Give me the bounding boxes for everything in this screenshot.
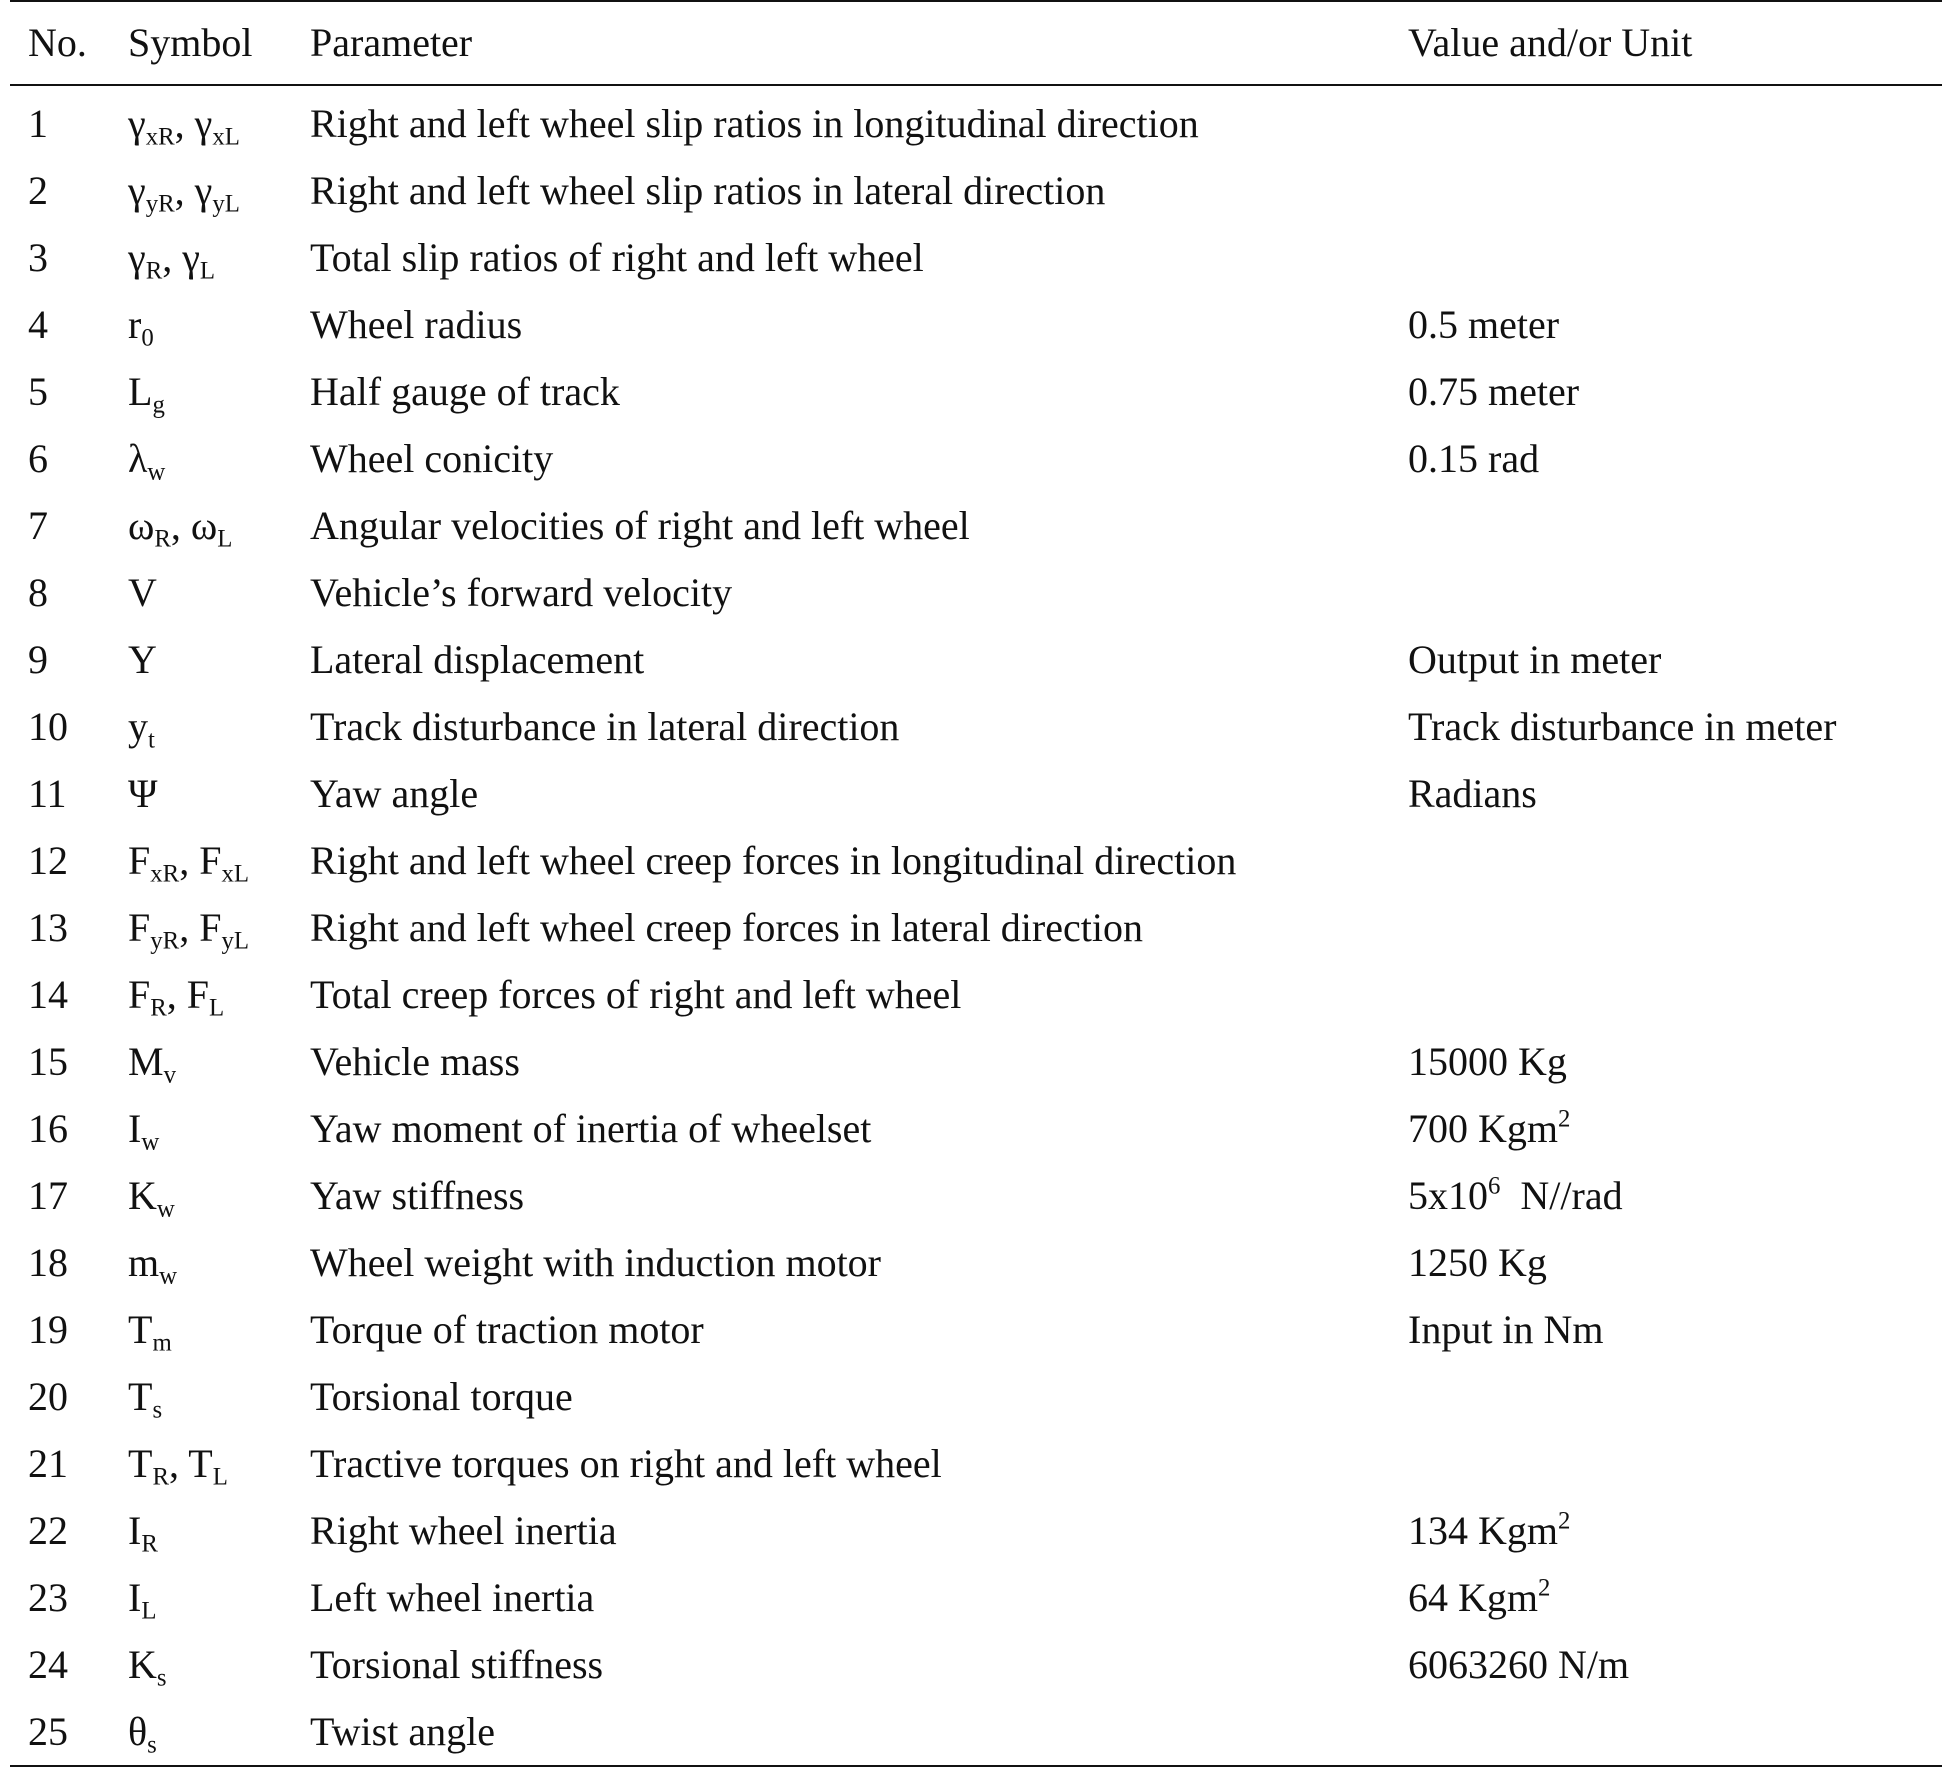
- symbol-subscript: R: [152, 1463, 169, 1491]
- symbol-subscript: xR: [145, 123, 175, 151]
- symbol-base: γ: [194, 168, 213, 213]
- table-row: [10, 961, 1942, 1028]
- value-text: 134 Kgm: [1408, 1508, 1558, 1553]
- table-row: [10, 157, 1942, 224]
- row-parameter: Right and left wheel slip ratios in lateral direction: [310, 168, 1106, 213]
- table-row: [10, 894, 1942, 961]
- symbol-subscript: yL: [212, 190, 240, 218]
- value-text: Output in meter: [1408, 637, 1662, 682]
- row-number: 22: [28, 1508, 68, 1553]
- symbol-subscript: t: [148, 726, 155, 754]
- symbol-base: V: [128, 570, 157, 615]
- row-symbol: [128, 291, 310, 358]
- symbol-base: γ: [128, 235, 146, 280]
- table-body: [10, 90, 1942, 1765]
- table-row: [10, 1095, 1942, 1162]
- row-symbol: [128, 425, 310, 492]
- value-text: 1250 Kg: [1408, 1240, 1547, 1285]
- row-symbol: [128, 1363, 310, 1430]
- value-text: 0.5 meter: [1408, 302, 1560, 347]
- table-row: [10, 1296, 1942, 1363]
- table-row: [10, 224, 1942, 291]
- symbol-base: T: [128, 1441, 153, 1486]
- table-row: [10, 1229, 1942, 1296]
- symbol-base: γ: [128, 101, 146, 146]
- symbol-subscript: xL: [212, 123, 240, 151]
- row-parameter: Wheel weight with induction motor: [310, 1240, 881, 1285]
- value-text: Input in Nm: [1408, 1307, 1604, 1352]
- row-symbol: $T_R$, $T_L$: [128, 1441, 228, 1491]
- symbol-base: I: [128, 1508, 142, 1553]
- table-row: [10, 1698, 1942, 1765]
- row-value: [1408, 1296, 1942, 1363]
- row-value: [1408, 291, 1942, 358]
- symbol-subscript: xR: [150, 860, 180, 888]
- row-value: [1408, 425, 1942, 492]
- row-value: [1408, 1095, 1942, 1162]
- table-row: [10, 291, 1942, 358]
- row-symbol: $F_R$, $F_L$: [128, 972, 225, 1022]
- symbol-subscript: w: [159, 1262, 178, 1290]
- row-symbol: [128, 693, 310, 760]
- row-number: 9: [28, 637, 48, 682]
- symbol-subscript: L: [212, 1463, 228, 1491]
- row-symbol: [128, 1698, 310, 1765]
- row-symbol: [128, 1095, 310, 1162]
- symbol-base: F: [199, 905, 222, 950]
- symbol-base: γ: [128, 168, 146, 213]
- symbol-base: I: [128, 1106, 142, 1151]
- row-number: 19: [28, 1307, 68, 1352]
- symbol-base: r: [128, 302, 142, 347]
- symbol-base: m: [128, 1240, 160, 1285]
- table-row: [10, 358, 1942, 425]
- table-row: [10, 1430, 1942, 1497]
- row-number: 4: [28, 302, 48, 347]
- row-parameter: Total slip ratios of right and left wheel: [310, 235, 924, 280]
- header-symbol: Symbol: [128, 20, 253, 65]
- row-number: 14: [28, 972, 68, 1017]
- header-parameter: Parameter: [310, 20, 473, 65]
- row-value: [1408, 1229, 1942, 1296]
- symbol-subscript: w: [141, 1128, 160, 1156]
- symbol-base: F: [128, 972, 151, 1017]
- row-number: 20: [28, 1374, 68, 1419]
- table-row: [10, 626, 1942, 693]
- row-symbol: [128, 1229, 310, 1296]
- row-parameter: Vehicle’s forward velocity: [310, 570, 733, 615]
- table-row: [10, 760, 1942, 827]
- row-number: 2: [28, 168, 48, 213]
- row-symbol: $\omega_R$, $\omega_L$: [128, 503, 233, 553]
- table-header-row: [10, 2, 1942, 86]
- row-number: 25: [28, 1709, 68, 1754]
- row-value: [1408, 1497, 1942, 1564]
- symbol-base: T: [128, 1374, 153, 1419]
- value-superscript: 2: [1558, 1105, 1571, 1133]
- row-number: 18: [28, 1240, 68, 1285]
- row-parameter: Right and left wheel creep forces in longitudinal direction: [310, 838, 1237, 883]
- symbol-subscript: yR: [145, 190, 175, 218]
- table-row: [10, 559, 1942, 626]
- row-parameter: Torsional torque: [310, 1374, 573, 1419]
- table-row: [10, 693, 1942, 760]
- row-parameter: Track disturbance in lateral direction: [310, 704, 900, 749]
- row-symbol: [128, 1497, 310, 1564]
- row-value: [1408, 1631, 1942, 1698]
- row-parameter: Right wheel inertia: [310, 1508, 617, 1553]
- row-number: 15: [28, 1039, 68, 1084]
- value-text: 6063260 N/m: [1408, 1642, 1630, 1687]
- symbol-subscript: v: [163, 1061, 176, 1089]
- value-superscript: 2: [1538, 1574, 1551, 1602]
- row-symbol: [128, 1028, 310, 1095]
- row-symbol: [128, 1162, 310, 1229]
- symbol-subscript: L: [199, 257, 216, 285]
- table-row: [10, 1028, 1942, 1095]
- row-parameter: Twist angle: [310, 1709, 495, 1754]
- row-number: 17: [28, 1173, 68, 1218]
- row-value: [1408, 1564, 1942, 1631]
- row-number: 6: [28, 436, 48, 481]
- table-row: [10, 1363, 1942, 1430]
- symbol-subscript: s: [147, 1731, 157, 1759]
- symbol-base: ω: [128, 503, 155, 548]
- symbol-base: y: [128, 704, 148, 749]
- row-symbol: [128, 559, 310, 626]
- row-parameter: Vehicle mass: [310, 1039, 520, 1084]
- row-parameter: Angular velocities of right and left wheel: [310, 503, 970, 548]
- symbol-subscript: R: [145, 257, 163, 285]
- symbol-base: ω: [190, 503, 218, 548]
- row-value: [1408, 358, 1942, 425]
- symbol-subscript: R: [141, 1530, 158, 1558]
- row-number: 16: [28, 1106, 68, 1151]
- row-number: 10: [28, 704, 68, 749]
- value-text: Track disturbance in meter: [1408, 704, 1837, 749]
- symbol-subscript: w: [156, 1195, 175, 1223]
- symbol-subscript: s: [156, 1664, 167, 1692]
- value-superscript: 2: [1558, 1507, 1571, 1535]
- symbol-base: Ψ: [128, 771, 158, 816]
- header-no: No.: [28, 20, 87, 65]
- symbol-base: F: [186, 972, 210, 1017]
- row-parameter: Tractive torques on right and left wheel: [310, 1441, 942, 1486]
- table-row: [10, 425, 1942, 492]
- row-symbol: [128, 760, 310, 827]
- symbol-subscript: L: [141, 1597, 157, 1625]
- symbol-subscript: R: [154, 525, 171, 553]
- table-row: [10, 1631, 1942, 1698]
- row-parameter: Wheel radius: [310, 302, 523, 347]
- row-number: 3: [28, 235, 48, 280]
- symbol-subscript: 0: [141, 324, 154, 352]
- row-parameter: Right and left wheel slip ratios in longitudinal direction: [310, 101, 1199, 146]
- row-symbol: [128, 1296, 310, 1363]
- value-text: 700 Kgm: [1408, 1106, 1558, 1151]
- row-symbol: $F_{xR}$, $F_{xL}$: [128, 838, 249, 888]
- row-parameter: Lateral displacement: [310, 637, 645, 682]
- row-symbol: $\gamma_{xR}$, $\gamma_{xL}$: [128, 101, 240, 151]
- value-unit: N//rad: [1500, 1173, 1623, 1218]
- table-row: [10, 1162, 1942, 1229]
- value-text: 64 Kgm: [1408, 1575, 1538, 1620]
- symbol-subscript: L: [217, 525, 233, 553]
- value-text: 0.75 meter: [1408, 369, 1580, 414]
- symbol-base: λ: [128, 436, 148, 481]
- row-number: 1: [28, 101, 48, 146]
- row-value: [1408, 626, 1942, 693]
- row-number: 11: [28, 771, 67, 816]
- symbol-subscript: L: [209, 994, 225, 1022]
- row-symbol: [128, 358, 310, 425]
- symbol-base: K: [128, 1642, 157, 1687]
- row-parameter: Yaw moment of inertia of wheelset: [310, 1106, 872, 1151]
- row-number: 8: [28, 570, 48, 615]
- symbol-base: Y: [128, 637, 157, 682]
- symbol-base: F: [128, 838, 151, 883]
- symbol-subscript: g: [152, 391, 165, 419]
- table-row: [10, 90, 1942, 157]
- symbol-base: F: [199, 838, 222, 883]
- table-row: [10, 492, 1942, 559]
- row-value: [1408, 760, 1942, 827]
- row-symbol: $\gamma_{yR}$, $\gamma_{yL}$: [128, 168, 240, 218]
- symbol-base: T: [128, 1307, 153, 1352]
- row-parameter: Torsional stiffness: [310, 1642, 604, 1687]
- symbol-base: F: [128, 905, 151, 950]
- symbol-base: γ: [194, 101, 213, 146]
- row-parameter: Wheel conicity: [310, 436, 554, 481]
- row-number: 21: [28, 1441, 68, 1486]
- symbol-subscript: m: [152, 1329, 172, 1357]
- symbol-subscript: yL: [221, 927, 249, 955]
- row-number: 7: [28, 503, 48, 548]
- symbol-base: γ: [182, 235, 200, 280]
- row-number: 24: [28, 1642, 68, 1687]
- value-text: Radians: [1408, 771, 1537, 816]
- row-number: 12: [28, 838, 68, 883]
- parameter-table: [10, 0, 1942, 1767]
- row-symbol: $\gamma_R$, $\gamma_L$: [128, 235, 216, 285]
- symbol-subscript: xL: [221, 860, 249, 888]
- row-value: [1408, 1028, 1942, 1095]
- row-number: 13: [28, 905, 68, 950]
- symbol-base: θ: [128, 1709, 148, 1754]
- row-value: [1408, 1162, 1942, 1229]
- row-parameter: Yaw angle: [310, 771, 479, 816]
- symbol-base: M: [128, 1039, 164, 1084]
- row-parameter: Yaw stiffness: [310, 1173, 525, 1218]
- row-symbol: [128, 626, 310, 693]
- symbol-base: T: [188, 1441, 213, 1486]
- value-superscript: 6: [1488, 1172, 1501, 1200]
- symbol-base: K: [128, 1173, 157, 1218]
- symbol-base: L: [128, 369, 153, 414]
- row-parameter: Right and left wheel creep forces in lateral direction: [310, 905, 1143, 950]
- symbol-subscript: s: [152, 1396, 163, 1424]
- row-symbol: [128, 1631, 310, 1698]
- row-parameter: Torque of traction motor: [310, 1307, 704, 1352]
- symbol-base: I: [128, 1575, 142, 1620]
- symbol-subscript: R: [150, 994, 167, 1022]
- value-text: 15000 Kg: [1408, 1039, 1567, 1084]
- row-parameter: Half gauge of track: [310, 369, 620, 414]
- value-text: 5x10: [1408, 1173, 1488, 1218]
- row-symbol: [128, 1564, 310, 1631]
- value-text: 0.15 rad: [1408, 436, 1540, 481]
- row-number: 5: [28, 369, 48, 414]
- row-parameter: Left wheel inertia: [310, 1575, 595, 1620]
- row-number: 23: [28, 1575, 68, 1620]
- table-row: [10, 1564, 1942, 1631]
- table-row: [10, 1497, 1942, 1564]
- row-parameter: Total creep forces of right and left wheel: [310, 972, 962, 1017]
- header-value: Value and/or Unit: [1408, 20, 1693, 65]
- row-value: [1408, 693, 1942, 760]
- table-row: [10, 827, 1942, 894]
- symbol-subscript: yR: [150, 927, 180, 955]
- row-symbol: $F_{yR}$, $F_{yL}$: [128, 905, 249, 955]
- symbol-subscript: w: [147, 458, 166, 486]
